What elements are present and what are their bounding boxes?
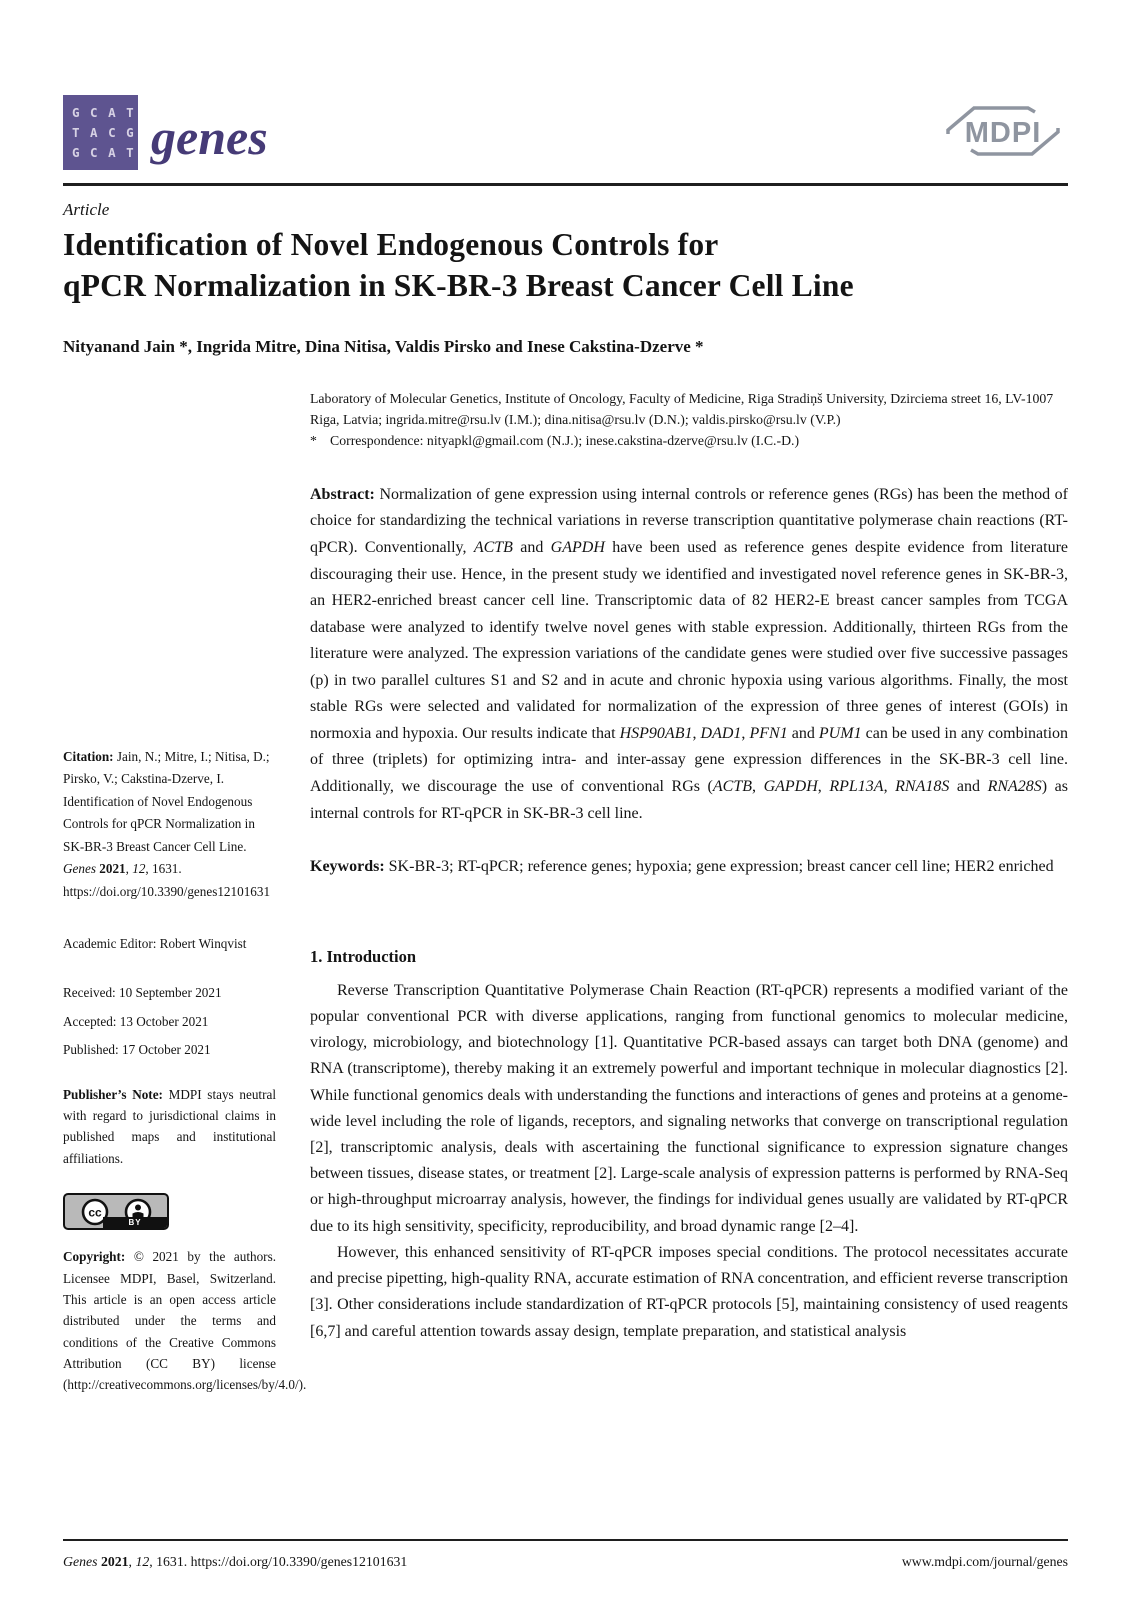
keywords-paragraph: Keywords: SK-BR-3; RT-qPCR; reference genes; hypoxia; gene expression; breast cancer cell line; HER2 enriched [310,858,1054,876]
footer-divider [63,1539,1068,1541]
genes-journal-logo [63,95,268,170]
intro-paragraph-2: However, this enhanced sensitivity of RT-qPCR imposes special conditions. The protocol necessitates accurate and precise pipetting, high-quality RNA, accurate estimation of RNA concentration, and efficient reverse transcription [3]. Other considerations include standardization of RT-qPCR protocols [5], maintaining consistency of used reagents [6,7] and careful attention towards assay design, template preparation, and statistical analysis [310,1243,1068,1340]
page-footer [63,1539,1068,1600]
affiliation-text: Laboratory of Molecular Genetics, Institute of Oncology, Faculty of Medicine, Riga Stradiņš University, Dzirciema street 16, LV-1007 Riga, Latvia; ingrida.mitre@rsu.lv (I.M.); dina.nitisa@rsu.lv (D.N.); valdis.pirsko@rsu.lv (V.P.) [310,390,1054,427]
published-line: Published: 17 October 2021 [63,1042,211,1058]
article-type-label: Article [63,200,110,219]
by-label: BY [103,1217,167,1228]
title-line-1: Identification of Novel Endogenous Controls for [63,227,719,262]
mdpi-logo-icon [938,100,1068,167]
genes-wordmark: genes [151,109,268,165]
received-line: Received: 10 September 2021 [63,985,222,1001]
section-heading-introduction: 1. Introduction [310,946,417,966]
citation-note: Citation: Jain, N.; Mitre, I.; Nitisa, D.; Pirsko, V.; Cakstina-Dzerve, I. Identification of Novel Endogenous Controls for qPCR Normalization in SK-BR-3 Breast Cancer Cell Line. Genes 2021, 12, 1631. https://doi.org/10.3390/genes12101631 [63,748,271,899]
article-dates [63,982,276,1061]
left-sidebar [63,389,310,1396]
correspondence-marker: * [310,433,317,449]
logo-letter-row: G C A T [72,105,136,120]
authors-line: Nityanand Jain *, Ingrida Mitre, Dina Nitisa, Valdis Pirsko and Inese Cakstina-Dzerve * [63,336,704,356]
page-header [63,95,1068,170]
correspondence-note [310,431,1068,452]
page-title [63,225,1068,307]
footer-journal-url: www.mdpi.com/journal/genes [901,1554,1068,1569]
content-columns [63,389,1068,1396]
intro-paragraph-1: Reverse Transcription Quantitative Polymerase Chain Reaction (RT-qPCR) represents a modified variant of the popular conventional PCR with diverse applications, ranging from functional genomics to molecular medicine, virology, microbiology, and biotechnology [1]. Quantitative PCR-based assays can target both DNA (genome) and RNA (transcriptome), thereby making it an extremely powerful and important technique in molecular diagnostics [2]. While functional genomics deals with understanding the functions and interactions of genes and proteins at a genome-wide level including the role of ligands, receptors, and signaling networks that converge on transcriptional regulation [2], transcriptomic analysis, deals with ascertaining the functional significance to expression signature changes between tissues, disease states, or treatment [2]. Large-scale analysis of expression patterns is performed by RNA-Seq or high-throughput microarray analysis, however, the findings for individual genes usually are validated by RT-qPCR due to its high sensitivity, specificity, reproducibility, and broad dynamic range [2–4]. [310,981,1068,1235]
publishers-note: Publisher’s Note: MDPI stays neutral with regard to jurisdictional claims in published maps and institutional affiliations. [63,1086,276,1166]
svg-text:cc: cc [87,1205,102,1220]
logo-letter-row: T A C G [72,125,136,140]
academic-editor-line: Academic Editor: Robert Winqvist [63,935,247,951]
accepted-line: Accepted: 13 October 2021 [63,1013,209,1029]
footer-journal-ref: Genes 2021, 12, 1631. https://doi.org/10.3390/genes12101631 [63,1554,408,1569]
gcat-logo-icon [63,95,138,170]
cc-by-license-badge [63,1193,169,1230]
copyright-note: Copyright: © 2021 by the authors. Licensee MDPI, Basel, Switzerland. This article is an open access article distributed under the terms and conditions of the Creative Commons Attribution (CC BY) license (http://creativecommons.org/licenses/by/4.0/). [63,1249,307,1393]
main-column [310,389,1068,1396]
correspondence-text: Correspondence: nityapkl@gmail.com (N.J.); inese.cakstina-dzerve@rsu.lv (I.C.-D.) [330,433,800,449]
logo-letter-row: G C A T [72,145,136,160]
abstract-paragraph: Abstract: Normalization of gene expression using internal controls or reference genes (RGs) has been the method of choice for standardizing the technical variations in reverse transcription quantitative polymerase chain reactions (RT-qPCR). Conventionally, ACTB and GAPDH have been used as reference genes despite evidence from literature discouraging their use. Hence, in the present study we identified and investigated novel reference genes in SK-BR-3, an HER2-enriched breast cancer cell line. Transcriptomic data of 82 HER2-E breast cancer samples from TCGA database were analyzed to identify twelve novel genes with stable expression. Additionally, thirteen RGs from the literature were analyzed. The expression variations of the candidate genes were studied over five successive passages (p) in two parallel cultures S1 and S2 and in acute and chronic hypoxia using various algorithms. Finally, the most stable RGs were selected and validated for normalization of the expression of three genes of interest (GOIs) in normoxia and hypoxia. Our results indicate that HSP90AB1, DAD1, PFN1 and PUM1 can be used in any combination of three (triplets) for optimizing intra- and inter-assay gene expression differences in the SK-BR-3 cell line. Additionally, we discourage the use of conventional RGs (ACTB, GAPDH, RPL13A, RNA18S and RNA28S) as internal controls for RT-qPCR in SK-BR-3 cell line. [310,485,1069,822]
mdpi-logo-text: MDPI [964,117,1042,149]
header-divider [63,183,1068,186]
title-line-2: qPCR Normalization in SK-BR-3 Breast Cancer Cell Line [63,267,854,303]
